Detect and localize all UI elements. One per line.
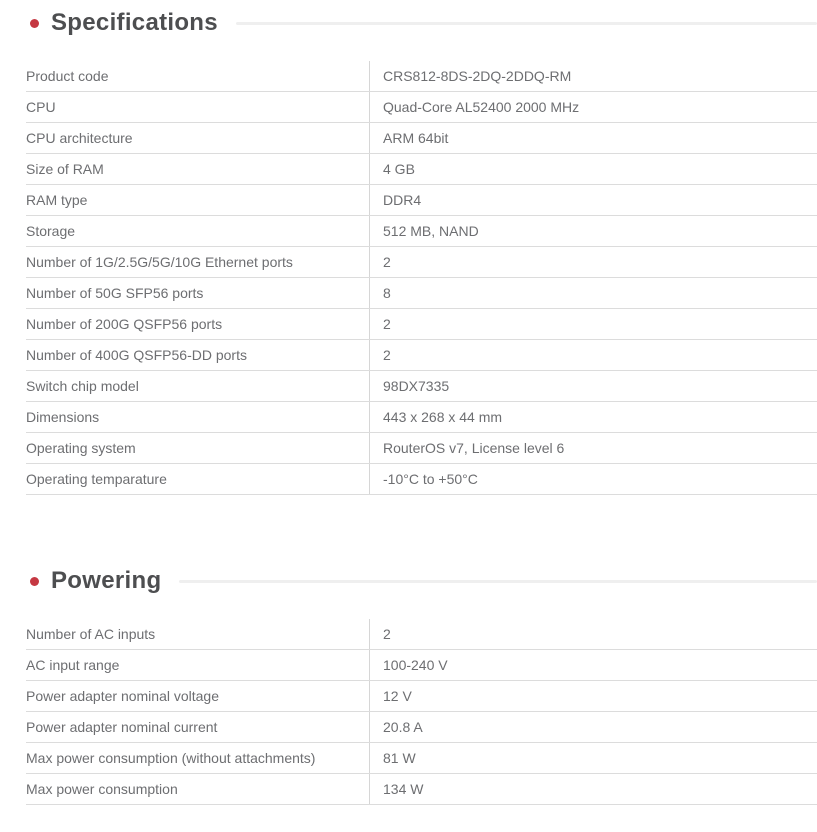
spec-value: 8 — [369, 278, 817, 308]
table-row — [26, 216, 817, 247]
spec-value: ARM 64bit — [369, 123, 817, 153]
table-row — [26, 650, 817, 681]
table-row — [26, 309, 817, 340]
spec-label: Number of 200G QSFP56 ports — [26, 316, 223, 332]
red-bullet-icon — [30, 577, 39, 586]
spec-label: Max power consumption — [26, 781, 178, 797]
table-row — [26, 371, 817, 402]
table-row — [26, 123, 817, 154]
spec-label: Size of RAM — [26, 161, 104, 177]
table-row — [26, 340, 817, 371]
spec-value: 443 x 268 x 44 mm — [369, 402, 817, 432]
section-header-powering — [0, 567, 817, 595]
spec-value: 98DX7335 — [369, 371, 817, 401]
spec-label: Storage — [26, 223, 76, 239]
spec-label: Number of 50G SFP56 ports — [26, 285, 204, 301]
spec-label: Number of AC inputs — [26, 626, 156, 642]
spec-value: DDR4 — [369, 185, 817, 215]
table-row — [26, 681, 817, 712]
table-row — [26, 402, 817, 433]
header-rule — [236, 22, 817, 25]
header-rule — [179, 580, 817, 583]
section-title: Powering — [51, 567, 162, 594]
spec-label: Operating temparature — [26, 471, 167, 487]
section-header-specifications — [0, 9, 817, 37]
spec-label: CPU — [26, 99, 56, 115]
spec-value: 12 V — [369, 681, 817, 711]
spec-label: Product code — [26, 68, 109, 84]
table-row — [26, 92, 817, 123]
spec-value: 2 — [369, 619, 817, 649]
spec-value: 20.8 A — [369, 712, 817, 742]
spec-value: Quad-Core AL52400 2000 MHz — [369, 92, 817, 122]
section-title: Specifications — [51, 9, 218, 36]
table-row — [26, 464, 817, 495]
spec-value: 2 — [369, 340, 817, 370]
spec-value: CRS812-8DS-2DQ-2DDQ-RM — [369, 61, 817, 91]
spec-label: AC input range — [26, 657, 120, 673]
table-row — [26, 61, 817, 92]
spec-label: Max power consumption (without attachments) — [26, 750, 316, 766]
spec-value: 512 MB, NAND — [369, 216, 817, 246]
table-row — [26, 278, 817, 309]
table-row — [26, 774, 817, 805]
spec-label: Power adapter nominal current — [26, 719, 218, 735]
specifications-table — [26, 61, 817, 495]
powering-table — [26, 619, 817, 805]
spec-value: 2 — [369, 309, 817, 339]
table-row — [26, 247, 817, 278]
table-row — [26, 185, 817, 216]
spec-label: Number of 1G/2.5G/5G/10G Ethernet ports — [26, 254, 293, 270]
red-bullet-icon — [30, 19, 39, 28]
table-row — [26, 743, 817, 774]
spec-value: 134 W — [369, 774, 817, 804]
spec-label: Operating system — [26, 440, 136, 456]
spec-value: 4 GB — [369, 154, 817, 184]
spec-value: -10°C to +50°C — [369, 464, 817, 494]
spec-value: 100-240 V — [369, 650, 817, 680]
table-row — [26, 433, 817, 464]
spec-value: 81 W — [369, 743, 817, 773]
spec-label: Dimensions — [26, 409, 100, 425]
spec-label: Number of 400G QSFP56-DD ports — [26, 347, 247, 363]
table-row — [26, 712, 817, 743]
table-row — [26, 619, 817, 650]
spec-label: CPU architecture — [26, 130, 133, 146]
spec-value: RouterOS v7, License level 6 — [369, 433, 817, 463]
spec-label: Power adapter nominal voltage — [26, 688, 220, 704]
spec-label: RAM type — [26, 192, 88, 208]
spec-value: 2 — [369, 247, 817, 277]
table-row — [26, 154, 817, 185]
spec-label: Switch chip model — [26, 378, 139, 394]
